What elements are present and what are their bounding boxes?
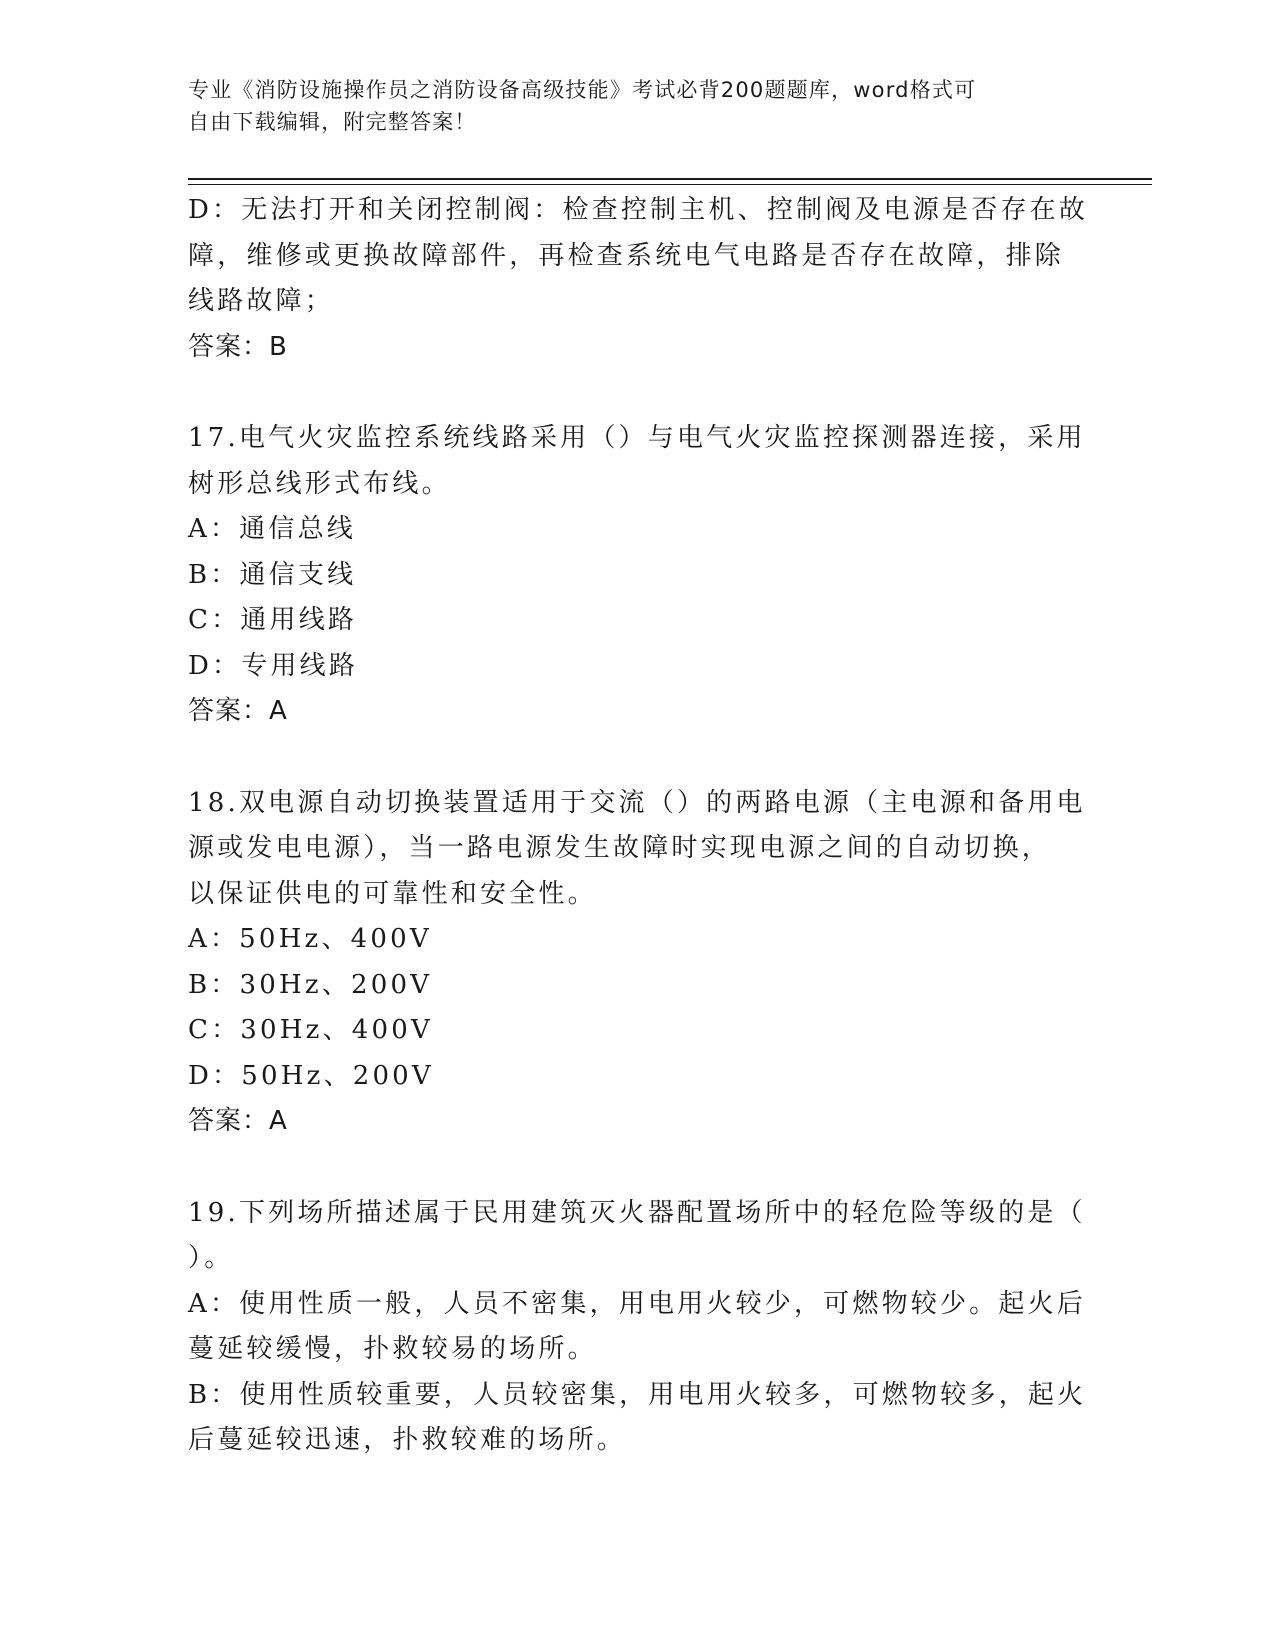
spacer: [188, 1145, 1068, 1191]
option-d-line: 障，维修或更换故障部件，再检查系统电气电路是否存在故障，排除: [188, 240, 1065, 271]
question-18: [188, 781, 1086, 1145]
spacer: [188, 735, 1068, 781]
question-17: [188, 416, 1086, 735]
option-d-line: D：无法打开和关闭控制阀：检查控制主机、控制阀及电源是否存在故: [188, 195, 1089, 225]
header-line-2: 自由下载编辑，附完整答案！: [188, 110, 477, 134]
option-d: D：50Hz、200V: [188, 1060, 434, 1091]
answer: 答案：A: [188, 1106, 288, 1136]
header-divider-thick: [188, 178, 1152, 180]
question-stem-line: 18.双电源自动切换装置适用于交流（）的两路电源（主电源和备用电: [188, 787, 1086, 818]
option-b-line: B：使用性质较重要，人员较密集，用电用火较多，可燃物较多，起火: [188, 1379, 1087, 1410]
answer: 答案：B: [188, 331, 288, 362]
option-b: B：通信支线: [188, 559, 357, 590]
option-d-line: 线路故障；: [188, 286, 335, 316]
question-stem-line: 树形总线形式布线。: [188, 468, 451, 499]
option-d: D：专用线路: [188, 650, 359, 681]
option-a-line: A：使用性质一般，人员不密集，用电用火较少，可燃物较少。起火后: [188, 1288, 1086, 1319]
option-b: B：30Hz、200V: [188, 969, 433, 1000]
option-a: A：50Hz、400V: [188, 924, 432, 954]
header-divider-thin: [188, 184, 1152, 185]
question-stem-line: ）。: [188, 1243, 234, 1273]
question-stem-line: 以保证供电的可靠性和安全性。: [188, 878, 597, 909]
question-stem-line: 19.下列场所描述属于民用建筑灭火器配置场所中的轻危险等级的是（: [188, 1197, 1086, 1228]
option-a: A：通信总线: [188, 514, 356, 544]
option-a-line: 蔓延较缓慢，扑救较易的场所。: [188, 1334, 597, 1364]
question-stem-line: 17.电气火灾监控系统线路采用（）与电气火灾监控探测器连接，采用: [188, 423, 1086, 453]
option-c: C：30Hz、400V: [188, 1015, 433, 1045]
option-c: C：通用线路: [188, 605, 358, 635]
question-16: [188, 188, 1089, 370]
question-19: [188, 1191, 1087, 1464]
document-header: [188, 74, 1068, 138]
spacer: [188, 370, 1068, 416]
option-b-line: 后蔓延较迅速，扑救较难的场所。: [188, 1425, 627, 1455]
document-body: [188, 188, 1089, 1464]
header-line-1: 专业《消防设施操作员之消防设备高级技能》考试必背200题题库，word格式可: [188, 78, 977, 102]
answer: 答案：A: [188, 696, 288, 726]
question-stem-line: 源或发电电源），当一路电源发生故障时实现电源之间的自动切换，: [188, 833, 1052, 863]
